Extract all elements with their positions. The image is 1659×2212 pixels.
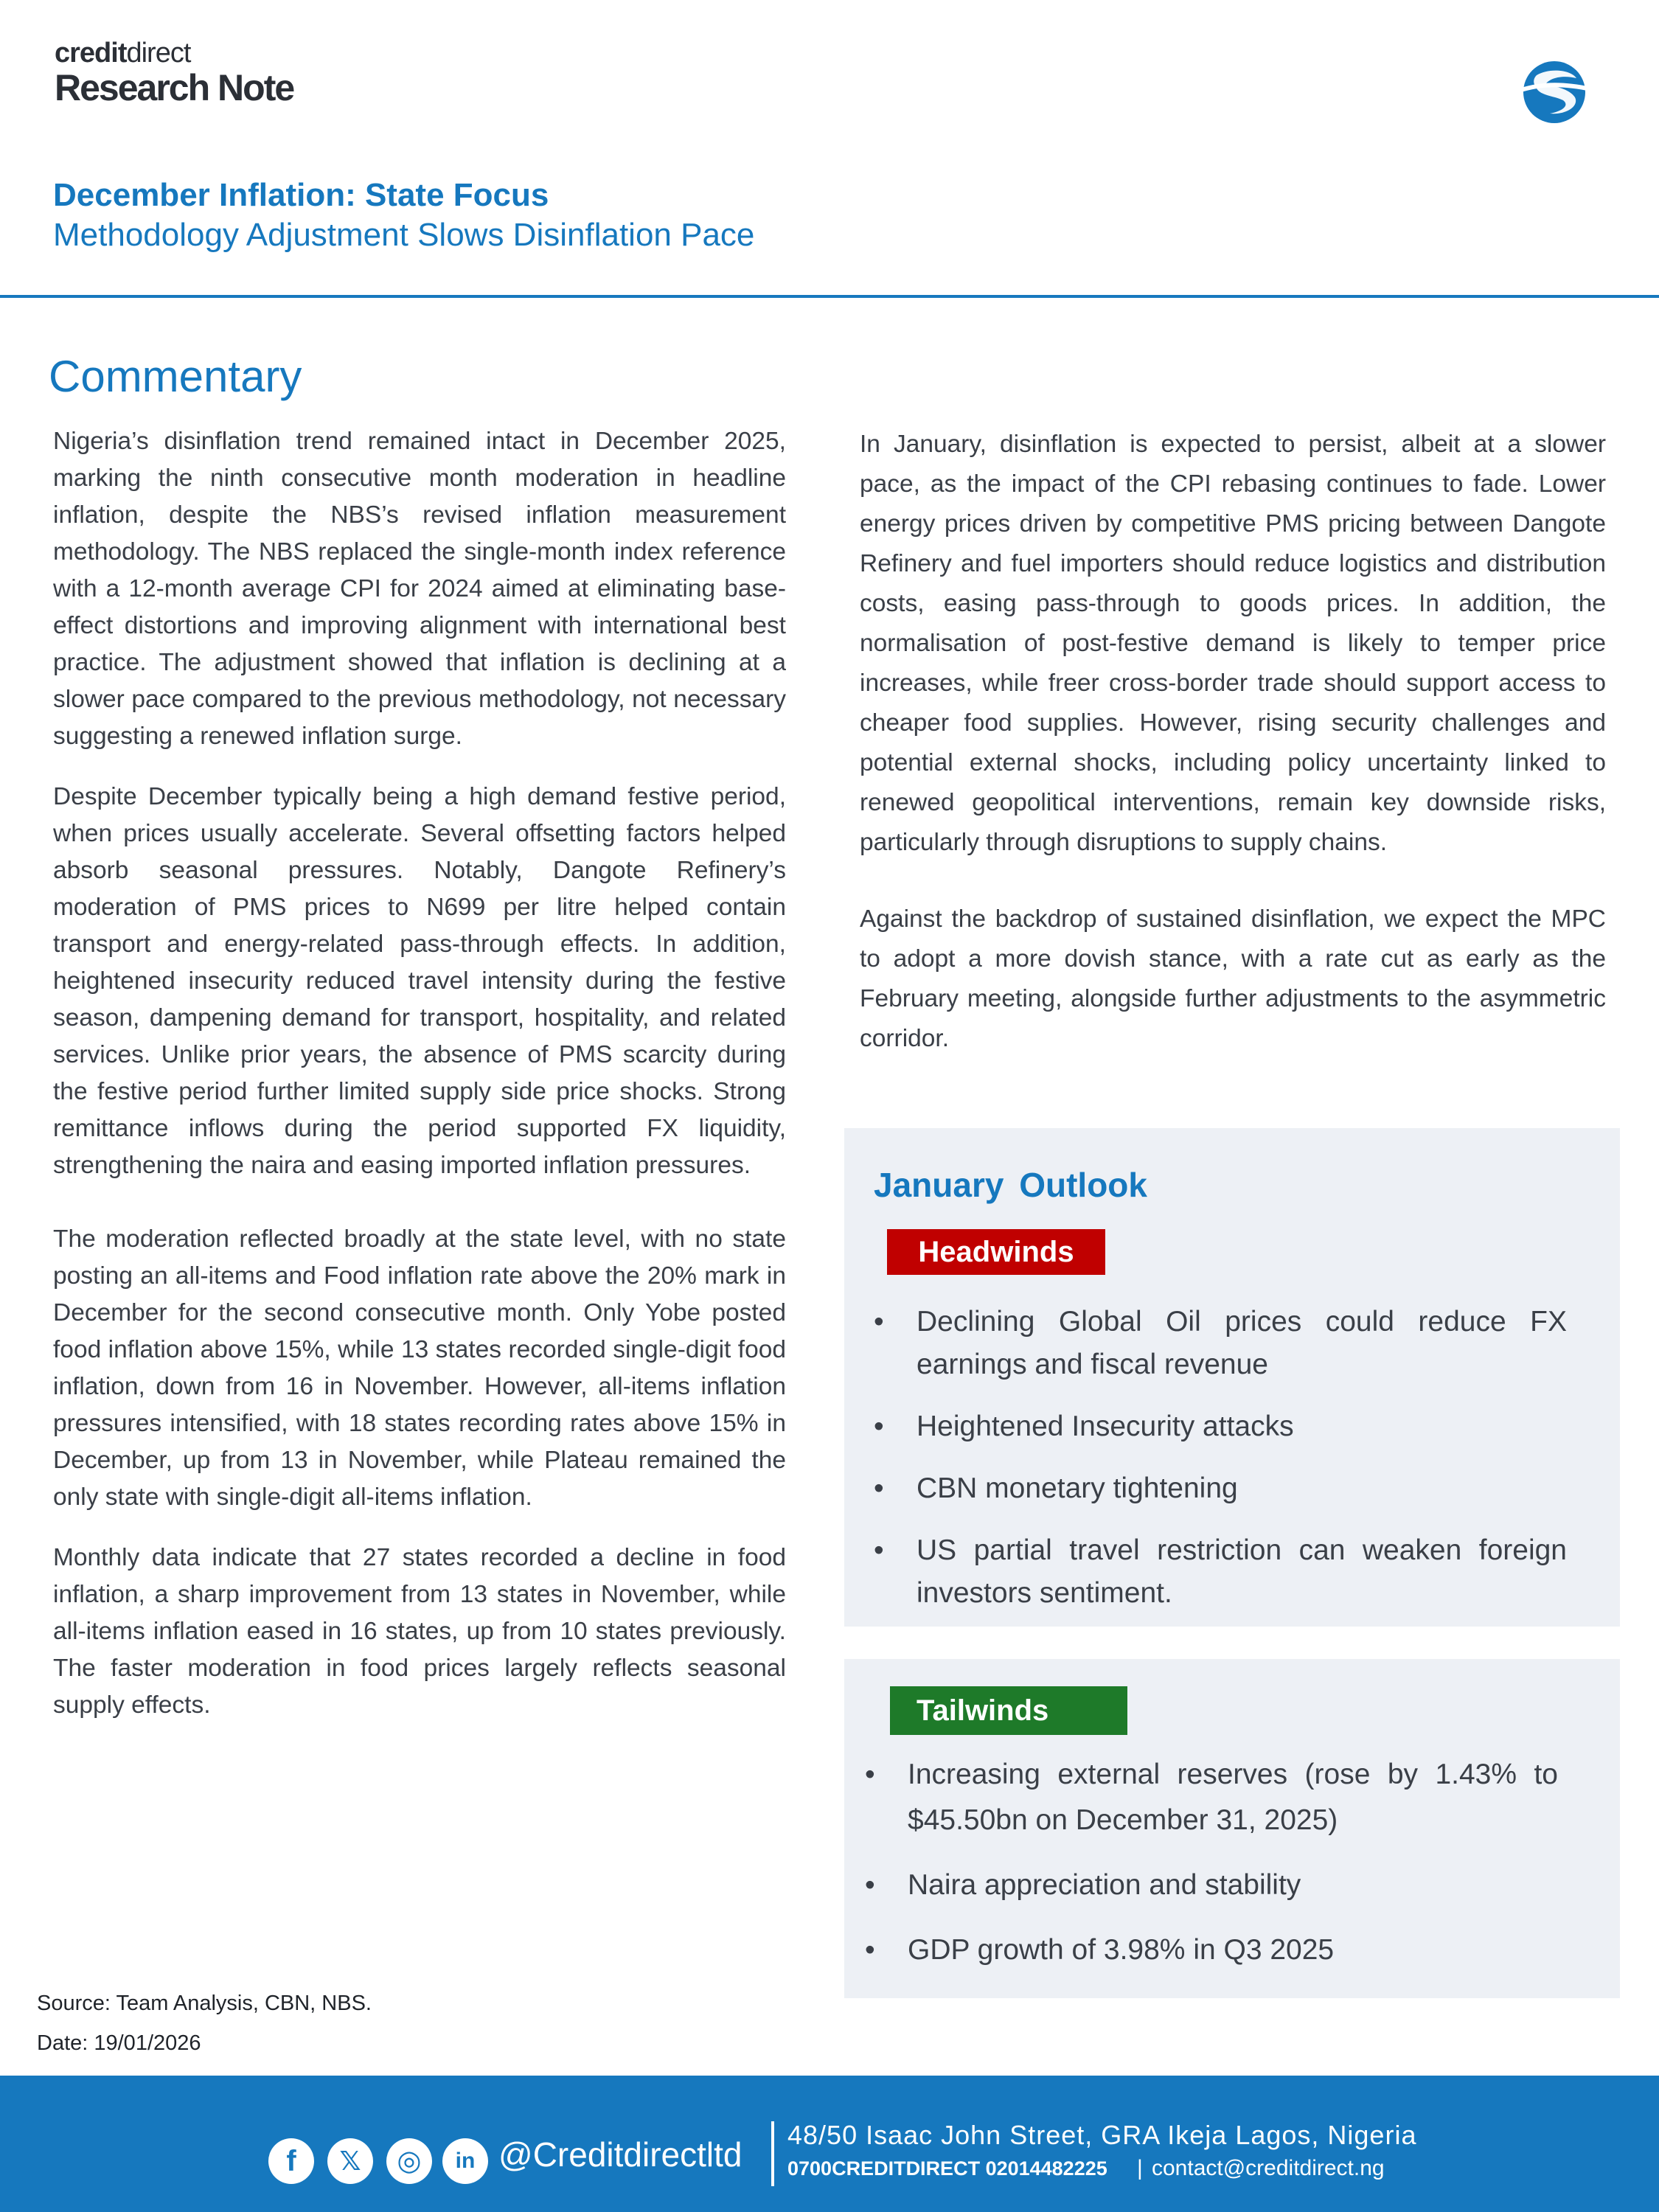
- report-title: December Inflation: State Focus: [53, 177, 549, 213]
- footer-separator: |: [1137, 2156, 1143, 2180]
- brand-research-note: Research Note: [55, 67, 294, 108]
- commentary-paragraph: Nigeria’s disinflation trend remained intact in December 2025, marking the ninth consecutive month moderation in headline inflation, despite the NBS’s revised inflation measurement methodology. The NBS replaced the single-month index reference with a 12-month average CPI for 2024 aimed at eliminating base-effect distortions and improving alignment with international best practice. The adjustment showed that inflation is declining at a slower pace compared to the previous methodology, not necessary suggesting a renewed inflation surge.: [53, 428, 786, 750]
- tailwinds-list: [865, 1752, 1558, 1992]
- date-text: Date: 19/01/2026: [37, 2031, 201, 2055]
- headwinds-list: [874, 1301, 1567, 1634]
- footer-divider: [771, 2121, 774, 2186]
- address: 48/50 Isaac John Street, GRA Ikeja Lagos, Nigeria: [787, 2120, 1417, 2150]
- social-handle[interactable]: @Creditdirectltd: [498, 2135, 742, 2174]
- phone-number[interactable]: 0700CREDITDIRECT 02014482225: [787, 2157, 1107, 2180]
- commentary-paragraph: The moderation reflected broadly at the state level, with no state posting an all-items and Food inflation rate above the 20% mark in December for the second consecutive month. Only Yobe posted food inflation above 15%, while 13 states recorded single-digit food inflation, down from 16 in November. However, all-items inflation pressures intensified, with 18 states recording rates above 15% in December, up from 13 in November, while Plateau remained the only state with single-digit all-items inflation.: [53, 1225, 786, 1511]
- facebook-icon[interactable]: f: [268, 2138, 314, 2184]
- list-item: • Increasing external reserves (rose by 1.43% to $45.50bn on December 31, 2025): [865, 1752, 1558, 1843]
- x-icon[interactable]: 𝕏: [327, 2138, 373, 2184]
- commentary-heading: Commentary: [49, 352, 302, 401]
- brand-credit: credit: [55, 38, 127, 69]
- source-text: Source: Team Analysis, CBN, NBS.: [37, 1992, 372, 2015]
- list-item: • CBN monetary tightening: [874, 1467, 1567, 1510]
- outlook-title: January Outlook: [874, 1166, 1147, 1204]
- list-item: • Declining Global Oil prices could reduce FX earnings and fiscal revenue: [874, 1301, 1567, 1386]
- list-item: • Naira appreciation and stability: [865, 1863, 1558, 1908]
- headwinds-badge: Headwinds: [887, 1229, 1105, 1275]
- source-note: [37, 1983, 372, 2063]
- list-item: • Heightened Insecurity attacks: [874, 1405, 1567, 1448]
- report-subtitle: Methodology Adjustment Slows Disinflation Pace: [53, 217, 755, 253]
- brand-wordmark: [55, 38, 293, 108]
- commentary-paragraph: In January, disinflation is expected to persist, albeit at a slower pace, as the impact of the CPI rebasing continues to fade. Lower energy prices driven by competitive PMS pricing between Dangote Refinery and fuel importers should reduce logistics and distribution costs, easing pass-through to goods prices. In addition, the normalisation of post-festive demand is likely to temper price increases, while freer cross-border trade should support access to cheaper food supplies. However, rising security challenges and potential external shocks, including policy uncertainty linked to renewed geopolitical interventions, remain key downside risks, particularly through disruptions to supply chains.: [860, 431, 1606, 856]
- header-divider: [0, 295, 1659, 298]
- commentary-paragraph: Against the backdrop of sustained disinflation, we expect the MPC to adopt a more dovish stance, with a rate cut as early as the February meeting, alongside further adjustments to the asymmetric corridor.: [860, 905, 1606, 1052]
- commentary-paragraph: Despite December typically being a high demand festive period, when prices usually accelerate. Several offsetting factors helped absorb seasonal pressures. Notably, Dangote Refinery’s moderation of PMS prices to N699 per litre helped contain transport and energy-related pass-through effects. In addition, heightened insecurity reduced travel intensity during the festive season, dampening demand for transport, hospitality, and related services. Unlike prior years, the absence of PMS scarcity during the festive period further limited supply side price shocks. Strong remittance inflows during the period supported FX liquidity, strengthening the naira and easing imported inflation pressures.: [53, 783, 786, 1179]
- list-item: • US partial travel restriction can weaken foreign investors sentiment.: [874, 1529, 1567, 1615]
- commentary-left-column: [53, 423, 786, 1724]
- tailwinds-badge: Tailwinds: [890, 1686, 1127, 1735]
- linkedin-icon[interactable]: in: [442, 2138, 488, 2184]
- commentary-paragraph: Monthly data indicate that 27 states recorded a decline in food inflation, a sharp improvement from 13 states in November, while all-items inflation eased in 16 states, up from 10 states previously. The faster moderation in food prices largely reflects seasonal supply effects.: [53, 1544, 786, 1719]
- instagram-icon[interactable]: ◎: [386, 2138, 432, 2184]
- commentary-right-column: [860, 425, 1606, 1059]
- list-item: • GDP growth of 3.98% in Q3 2025: [865, 1927, 1558, 1973]
- brand-direct: direct: [126, 38, 191, 69]
- company-logo-icon: [1512, 59, 1597, 125]
- email-link[interactable]: contact@creditdirect.ng: [1152, 2156, 1385, 2180]
